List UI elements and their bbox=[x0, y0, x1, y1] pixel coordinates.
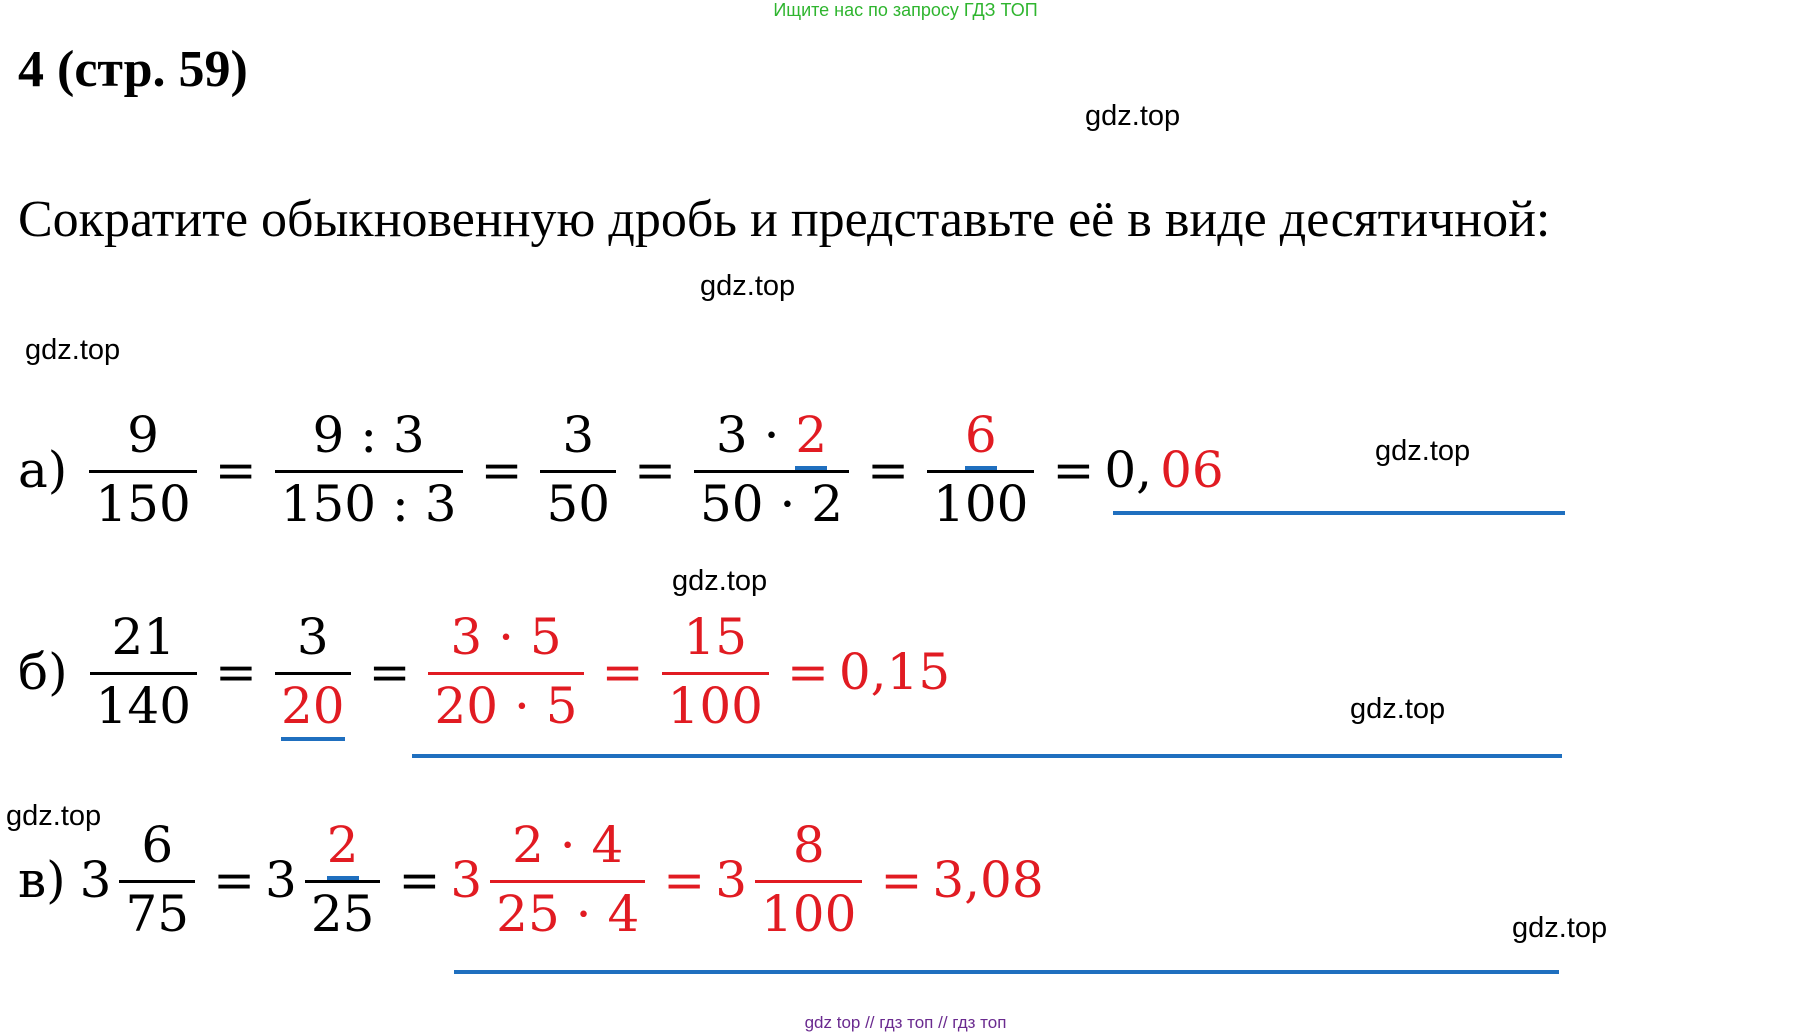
watermark: gdz.top bbox=[672, 565, 768, 597]
item-label: а) bbox=[18, 440, 68, 499]
denominator: 20 · 5 bbox=[434, 677, 578, 735]
top-banner: Ищите нас по запросу ГДЗ ТОП bbox=[773, 0, 1038, 20]
whole-part: 3 bbox=[79, 850, 112, 909]
whole-part: 3 bbox=[450, 850, 483, 909]
fraction bbox=[694, 406, 849, 533]
numerator: 21 bbox=[111, 608, 176, 666]
fraction bbox=[89, 406, 196, 533]
equals-sign: = bbox=[601, 642, 644, 701]
denominator: 75 bbox=[125, 885, 190, 943]
equals-sign: = bbox=[480, 440, 523, 499]
numerator: 3 bbox=[296, 608, 329, 666]
denominator: 100 bbox=[761, 885, 857, 943]
equals-sign: = bbox=[213, 850, 255, 909]
watermark: gdz.top bbox=[25, 334, 121, 366]
denominator: 50 · 2 bbox=[700, 475, 844, 533]
numerator: 3 bbox=[562, 406, 595, 464]
answer-underline bbox=[1113, 511, 1565, 515]
equals-sign: = bbox=[215, 642, 257, 701]
equals-sign: = bbox=[1052, 440, 1095, 499]
numerator: 9 : 3 bbox=[312, 406, 425, 464]
fraction bbox=[755, 816, 862, 943]
equals-sign: = bbox=[634, 440, 676, 499]
watermark: gdz.top bbox=[1512, 912, 1608, 944]
fraction bbox=[540, 406, 616, 533]
numerator: 15 bbox=[683, 608, 748, 666]
fraction bbox=[662, 608, 769, 735]
denominator: 150 : 3 bbox=[280, 475, 457, 533]
item-label: б) bbox=[18, 642, 68, 701]
numerator-value: 2 bbox=[327, 816, 359, 880]
solution-b bbox=[18, 608, 951, 735]
answer-underline bbox=[454, 970, 1559, 974]
denominator-value: 20 bbox=[281, 677, 345, 741]
fraction bbox=[490, 816, 645, 943]
equals-sign: = bbox=[214, 440, 257, 499]
denominator: 150 bbox=[95, 475, 191, 533]
numerator: 8 bbox=[792, 816, 825, 874]
whole-part: 3 bbox=[715, 850, 747, 909]
solution-c bbox=[18, 816, 1044, 943]
numerator bbox=[710, 406, 833, 470]
numerator: 9 bbox=[127, 406, 159, 464]
whole-part: 3 bbox=[265, 850, 297, 909]
numerator bbox=[321, 816, 365, 880]
item-label: в) bbox=[18, 850, 66, 909]
denominator: 140 bbox=[95, 677, 192, 735]
equals-sign: = bbox=[867, 440, 910, 499]
result-digits: 06 bbox=[1160, 440, 1224, 499]
fraction bbox=[275, 406, 463, 533]
fraction bbox=[90, 608, 197, 735]
numerator bbox=[959, 406, 1003, 470]
equals-sign: = bbox=[398, 850, 441, 909]
answer-underline bbox=[412, 754, 1562, 758]
watermark: gdz.top bbox=[1085, 100, 1181, 132]
numerator-value: 6 bbox=[965, 406, 997, 470]
fraction bbox=[275, 608, 351, 735]
equals-sign: = bbox=[880, 850, 923, 909]
numerator: 3 · 5 bbox=[450, 608, 562, 666]
equals-sign: = bbox=[663, 850, 706, 909]
watermark: gdz.top bbox=[1375, 435, 1471, 467]
numerator: 6 bbox=[141, 816, 174, 874]
task-text: Сократите обыкновенную дробь и представьте её в виде десятичной: bbox=[18, 191, 1551, 248]
page-title: 4 (стр. 59) bbox=[18, 41, 248, 98]
numerator: 2 · 4 bbox=[512, 816, 624, 874]
numerator-part: 3 · bbox=[715, 406, 796, 464]
equals-sign: = bbox=[368, 642, 411, 701]
denominator: 100 bbox=[667, 677, 763, 735]
watermark: gdz.top bbox=[1350, 693, 1446, 725]
fraction bbox=[305, 816, 381, 943]
equals-sign: = bbox=[786, 642, 829, 701]
denominator: 25 · 4 bbox=[496, 885, 640, 943]
watermark: gdz.top bbox=[6, 800, 102, 832]
denominator bbox=[275, 675, 351, 735]
denominator: 50 bbox=[546, 475, 611, 533]
fraction bbox=[119, 816, 195, 943]
numerator-multiplier: 2 bbox=[795, 406, 827, 470]
result: 3,08 bbox=[932, 850, 1044, 909]
footer-links: gdz top // гдз топ // гдз топ bbox=[804, 1013, 1007, 1032]
denominator: 25 bbox=[310, 885, 375, 943]
fraction bbox=[927, 406, 1034, 533]
watermark: gdz.top bbox=[700, 270, 796, 302]
denominator: 100 bbox=[933, 475, 1029, 533]
fraction bbox=[428, 608, 583, 735]
result: 0,15 bbox=[838, 642, 951, 701]
result-prefix: 0, bbox=[1104, 440, 1153, 499]
solution-a bbox=[18, 406, 1224, 533]
